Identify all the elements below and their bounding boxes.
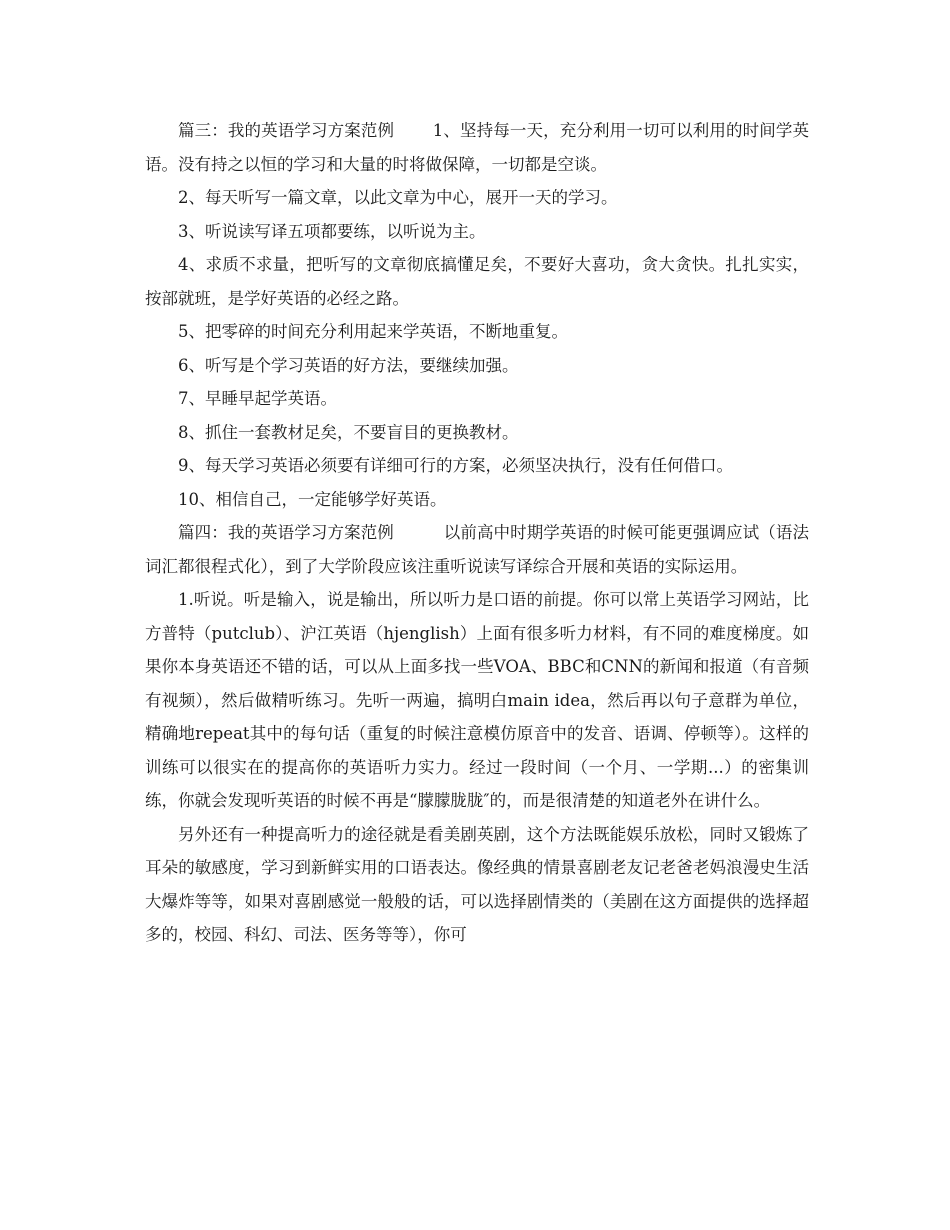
paragraph-2: 2、每天听写一篇文章，以此文章为中心，展开一天的学习。 <box>178 188 618 207</box>
paragraph-7: 7、早睡早起学英语。 <box>178 389 337 408</box>
paragraph-3: 3、听说读写译五项都要练，以听说为主。 <box>178 221 486 241</box>
paragraph-11: 篇四：我的英语学习方案范例 以前高中时期学英语的时候可能更强调应试（语法词汇都很程式化），到了大学阶段应该注重听说读写译综合开展和英语的实际运用。 <box>145 523 809 576</box>
paragraph-8: 8、抓住一套教材足矣，不要盲目的更换教材。 <box>178 422 519 442</box>
paragraph-4: 4、求质不求量，把听写的文章彻底搞懂足矣，不要好大喜功，贪大贪快。扎扎实实，按部就班，是学好英语的必经之路。 <box>145 255 809 308</box>
paragraph-1: 篇三：我的英语学习方案范例 1、坚持每一天，充分利用一切可以利用的时间学英语。没有持之以恒的学习和大量的时将做保障，一切都是空谈。 <box>145 121 809 174</box>
paragraph-13: 另外还有一种提高听力的途径就是看美剧英剧，这个方法既能娱乐放松，同时又锻炼了耳朵的敏感度，学习到新鲜实用的口语表达。像经典的情景喜剧老友记老爸老妈浪漫史生活大爆炸等等，如果对喜剧感觉一般般的话，可以选择剧情类的（美剧在这方面提供的选择超多的，校园、科幻、司法、医务等等），你可 <box>145 824 809 944</box>
document-page <box>145 114 809 952</box>
paragraph-5: 5、把零碎的时间充分利用起来学英语，不断地重复。 <box>178 322 568 341</box>
paragraph-9: 9、每天学习英语必须要有详细可行的方案，必须坚决执行，没有任何借口。 <box>178 456 733 475</box>
paragraph-6: 6、听写是个学习英语的好方法，要继续加强。 <box>178 355 519 375</box>
paragraph-10: 10、相信自己，一定能够学好英语。 <box>178 489 447 509</box>
paragraph-12: 1.听说。听是输入，说是输出，所以听力是口语的前提。你可以常上英语学习网站，比方普特（putclub）、沪江英语（hjenglish）上面有很多听力材料，有不同的难度梯度。如果你本身英语还不错的话，可以从上面多找一些VOA、BBC和CNN的新闻和报道（有音频有视频），然后做精听练习。先听一两遍，搞明白main idea，然后再以句子意群为单位，精确地repeat其中的每句话（重复的时候注意模仿原音中的发音、语调、停顿等）。这样的训练可以很实在的提高你的英语听力实力。经过一段时间（一个月、一学期...）的密集训练，你就会发现听英语的时候不再是“朦朦胧胧″的，而是很清楚的知道老外在讲什么。 <box>145 590 809 810</box>
